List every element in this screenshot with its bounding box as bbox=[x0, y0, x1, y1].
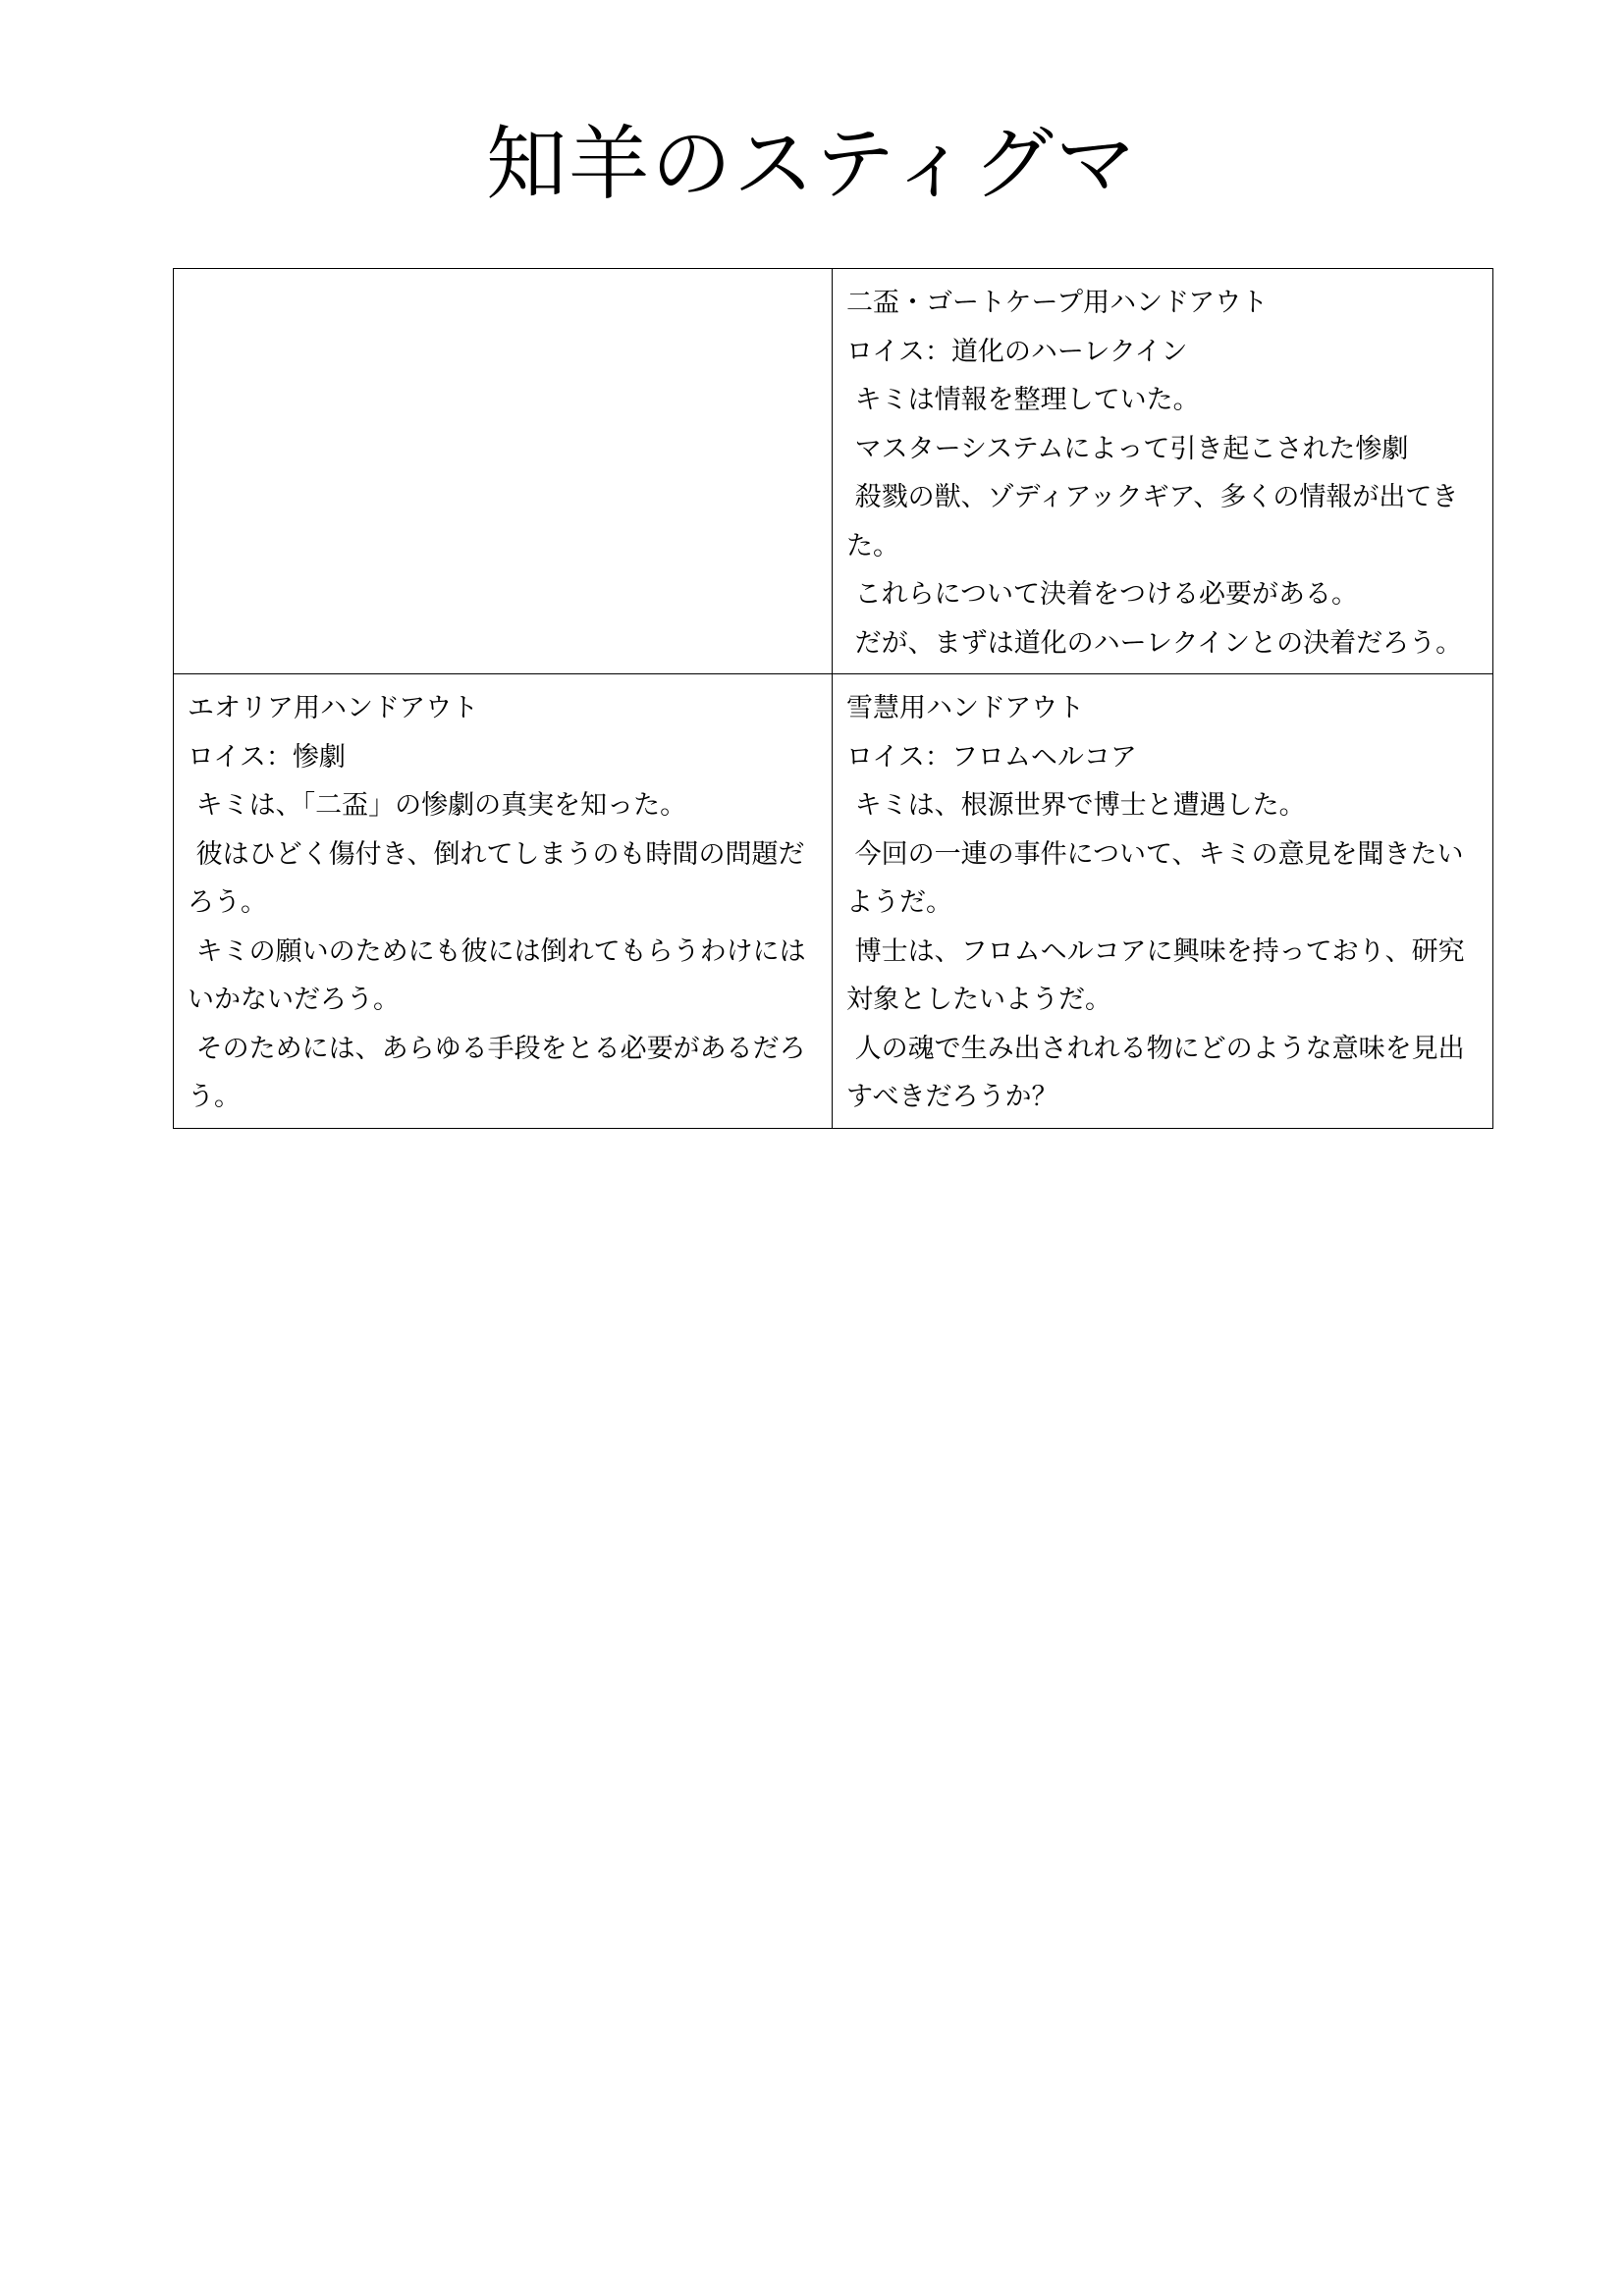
handout-text-line: キミは、「二盃」の惨劇の真実を知った。 bbox=[188, 790, 687, 821]
table-row bbox=[174, 674, 1493, 1129]
handout-text-line: これらについて決着をつける必要がある。 bbox=[846, 579, 1359, 610]
handout-text-line: 博士は、フロムヘルコアに興味を持っており、研究対象としたいようだ。 bbox=[846, 935, 1465, 1015]
document-title: 知羊のスティグマ bbox=[486, 118, 1138, 211]
handout-text-line: 殺戮の獣、ゾディアックギア、多くの情報が出てきた。 bbox=[846, 482, 1459, 561]
handout-heading: 雪慧用ハンドアウト bbox=[846, 693, 1085, 723]
handout-text-line: だが、まずは道化のハーレクインとの決着だろう。 bbox=[846, 627, 1463, 659]
table-row bbox=[174, 269, 1493, 674]
handout-text-line: そのためには、あらゆる手段をとる必要があるだろう。 bbox=[188, 1033, 806, 1112]
handout-text-line: キミは、根源世界で博士と遭遇した。 bbox=[846, 790, 1306, 821]
handout-lois: ロイス：フロムヘルコア bbox=[846, 741, 1137, 773]
handout-text-line: 彼はひどく傷付き、倒れてしまうのも時間の問題だろう。 bbox=[188, 838, 805, 918]
handout-text-line: 人の魂で生み出されれる物にどのような意味を見出すべきだろうか？ bbox=[846, 1033, 1465, 1112]
handout-heading: エオリア用ハンドアウト bbox=[188, 693, 479, 723]
handout-text-line: 今回の一連の事件について、キミの意見を聞きたいようだ。 bbox=[846, 838, 1464, 918]
handout-text-line: キミの願いのためにも彼には倒れてもらうわけにはいかないだろう。 bbox=[188, 935, 806, 1015]
handout-cell-setsue bbox=[833, 674, 1493, 1129]
handout-lois: ロイス：道化のハーレクイン bbox=[846, 336, 1188, 367]
handout-cell-nihai bbox=[833, 269, 1493, 674]
handout-lois: ロイス：惨劇 bbox=[188, 741, 346, 773]
handout-heading: 二盃・ゴートケープ用ハンドアウト bbox=[846, 288, 1269, 318]
handout-text-line: キミは情報を整理していた。 bbox=[846, 385, 1200, 415]
handout-table bbox=[173, 268, 1493, 1129]
empty-cell bbox=[174, 269, 833, 674]
handout-text-line: マスターシステムによって引き起こされた惨劇 bbox=[846, 433, 1409, 464]
handout-cell-aeolia bbox=[174, 674, 833, 1129]
